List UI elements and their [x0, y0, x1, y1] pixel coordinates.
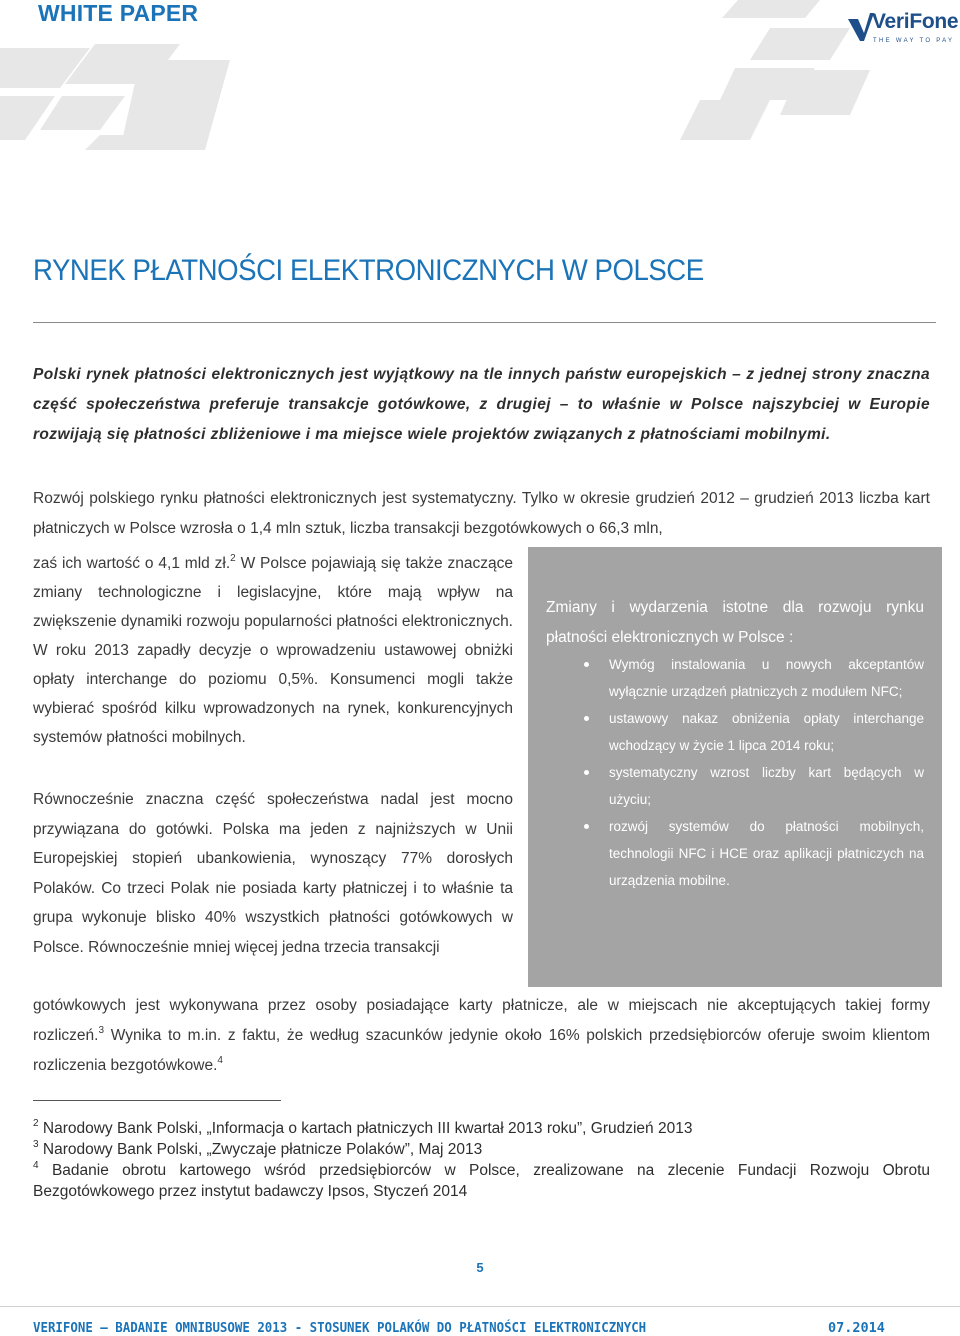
verifone-logo [848, 6, 960, 50]
paragraph-3-tail [33, 991, 930, 1081]
sidebar-list-item [546, 705, 924, 759]
logo-tagline: THE WAY TO PAY [873, 38, 955, 44]
footnote-ref-4: 4 [217, 1055, 223, 1066]
sidebar-list-item [546, 759, 924, 813]
lead-paragraph: Polski rynek płatności elektronicznych jest wyjątkowy na tle innych państw europejskich – z jednej strony znaczna część społeczeństwa preferuje transakcje gotówkowe, z drugiej – to właśnie w Polsce najszybciej w Europie rozwijają się płatności zbliżeniowe i ma miejsce wiele projektów związanych z płatnościami mobilnymi. [33, 366, 930, 443]
sidebar-item-text: Wymóg instalowania u nowych akceptantów wyłącznie urządzeń płatniczych z modułem NFC; [609, 657, 924, 699]
footer-date: 07.2014 [828, 1320, 885, 1336]
sidebar-item-text: rozwój systemów do płatności mobilnych, technologii NFC i HCE oraz aplikacji płatniczych na urządzenia mobilne. [609, 819, 924, 888]
sidebar-list [546, 651, 924, 894]
paragraph-3-tail-text-2: Wynika to m.in. z faktu, że według szacunków jedynie około 16% polskich przedsiębiorców oferuje swoim klientom rozliczenia bezgotówkowe. [33, 1027, 930, 1074]
footnote-item [33, 1118, 930, 1139]
sidebar-list-item [546, 813, 924, 894]
paragraph-3-tail-text-1: gotówkowych jest wykonywana przez osoby posiadające karty płatnicze, ale w miejscach nie akceptujących takiej formy rozliczeń. [33, 997, 930, 1044]
bullet-icon [584, 824, 589, 829]
footer-document-title: VERIFONE – BADANIE OMNIBUSOWE 2013 - STOSUNEK POLAKÓW DO PŁATNOŚCI ELEKTRONICZNYCH [33, 1320, 647, 1336]
footnote-text: Narodowy Bank Polski, „Informacja o kartach płatniczych III kwartał 2013 roku”, Grudzień 2013 [42, 1120, 693, 1137]
paragraph-2-text-before-ref: zaś ich wartość o 4,1 mld zł. [33, 555, 231, 572]
sidebar-title: Zmiany i wydarzenia istotne dla rozwoju rynku płatności elektronicznych w Polsce : [546, 599, 924, 646]
footnotes [33, 1118, 930, 1202]
footnote-number: 2 [33, 1118, 39, 1129]
bullet-icon [584, 662, 589, 667]
footnote-text: Badanie obrotu kartowego wśród przedsiębiorców w Polsce, zrealizowane na zlecenie Fundacji Rozwoju Obrotu Bezgotówkowego przez instytut badawczy Ipsos, Styczeń 2014 [33, 1162, 930, 1200]
footnote-item [33, 1139, 930, 1160]
footnote-ref-3: 3 [98, 1025, 105, 1036]
sidebar-item-text: ustawowy nakaz obniżenia opłaty interchange wchodzący w życie 1 lipca 2014 roku; [609, 711, 924, 753]
logo-mark-icon [848, 11, 874, 41]
title-divider [33, 322, 936, 323]
document-type-label: WHITE PAPER [38, 0, 199, 26]
page-number: 5 [476, 1260, 484, 1275]
footnote-number: 3 [33, 1139, 39, 1150]
footnote-number: 4 [33, 1160, 39, 1171]
footnote-item [33, 1160, 930, 1202]
footnote-ref-2: 2 [230, 553, 236, 564]
bullet-icon [584, 716, 589, 721]
footnote-text: Narodowy Bank Polski, „Zwyczaje płatnicze Polaków”, Maj 2013 [42, 1141, 483, 1158]
page-title: RYNEK PŁATNOŚCI ELEKTRONICZNYCH W POLSCE [33, 254, 704, 287]
paragraph-2-part-2 [33, 549, 513, 752]
paragraph-2-part-1: Rozwój polskiego rynku płatności elektronicznych jest systematyczny. Tylko w okresie grudzień 2012 – grudzień 2013 liczba kart płatniczych w Polsce wzrosła o 1,4 mln sztuk, liczba transakcji bezgotówkowych o 66,3 mln, [33, 490, 930, 537]
sidebar-item-text: systematyczny wzrost liczby kart będących w użyciu; [609, 765, 924, 807]
bullet-icon [584, 770, 589, 775]
paragraph-2-text-after-ref: W Polsce pojawiają się także znaczące zmiany technologiczne i legislacyjne, które mają wpływ na zwiększenie dynamiki rozwoju popularności płatności elektronicznych. W roku 2013 zapadły decyzje o wprowadzeniu ustawowej obniżki opłaty interchange do poziomu 0,5%. Konsumenci mogli także wybierać spośród kilku wprowadzonych na rynek, konkurencyjnych systemów płatności mobilnych. [33, 555, 513, 746]
sidebar-box [528, 547, 942, 987]
footnote-divider [33, 1100, 281, 1101]
logo-wordmark: VeriFone [872, 10, 959, 33]
sidebar-list-item [546, 651, 924, 705]
footer-divider [0, 1306, 960, 1307]
paragraph-3-column: Równocześnie znaczna część społeczeństwa nadal jest mocno przywiązana do gotówki. Polska ma jeden z najniższych w Unii Europejskiej stopień ubankowienia, wynoszący 77% dorosłych Polaków. Co trzeci Polak nie posiada karty płatniczej i to właśnie ta grupa wykonuje blisko 40% wszystkich płatności gotówkowych w Polsce. Równocześnie mniej więcej jedna trzecia transakcji [33, 791, 513, 956]
